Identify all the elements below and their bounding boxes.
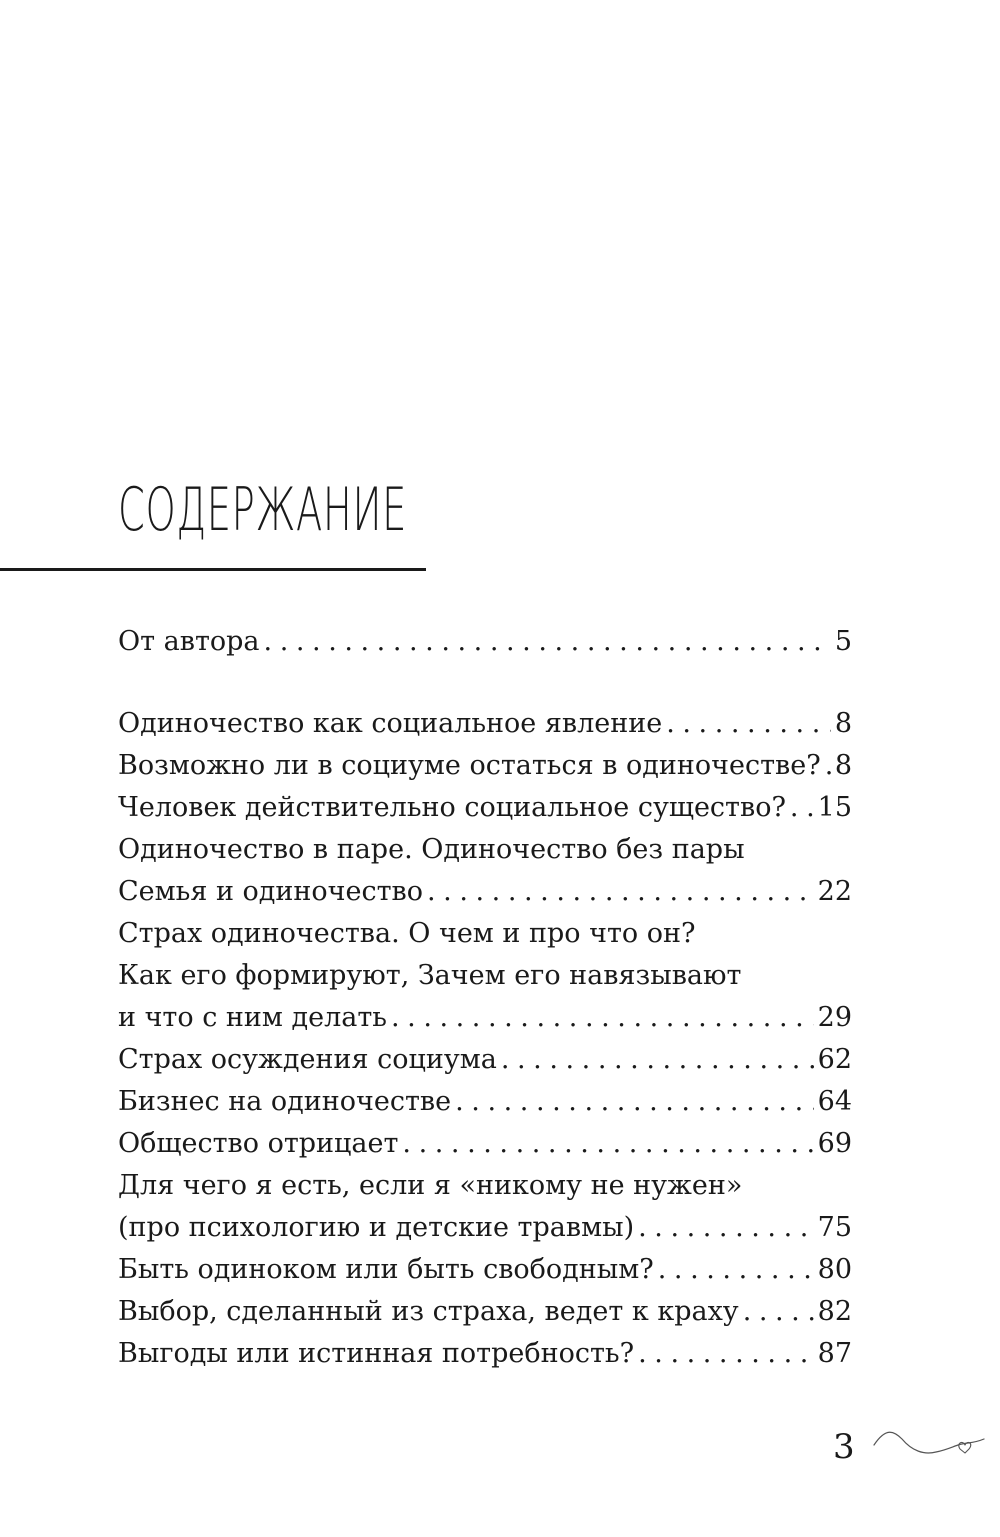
toc-entry[interactable] [118, 1081, 852, 1123]
toc-entry-title: Человек действительно социальное существо? [118, 792, 786, 823]
dot-leader [743, 1291, 814, 1333]
section-gap [118, 663, 852, 703]
dot-leader [666, 703, 831, 745]
toc-entry[interactable] [118, 871, 852, 913]
toc-entry[interactable] [118, 1123, 852, 1165]
heart-flourish-icon [872, 1425, 992, 1465]
dot-leader [638, 1207, 814, 1249]
toc-entry-title: От автора [118, 626, 260, 657]
dot-leader [427, 871, 814, 913]
toc-entry[interactable] [118, 997, 852, 1039]
toc-entry[interactable] [118, 1207, 852, 1249]
dot-leader [455, 1081, 814, 1123]
toc-entry[interactable] [118, 1333, 852, 1375]
page-title: СОДЕРЖАНИЕ [118, 475, 407, 545]
toc-entry-page: 29 [817, 1002, 852, 1033]
table-of-contents [118, 621, 852, 1375]
page-number: 3 [833, 1427, 855, 1467]
heading-underline [0, 568, 426, 571]
toc-entry-title: (про психологию и детские травмы) [118, 1212, 635, 1243]
toc-entry[interactable] [118, 1165, 852, 1207]
toc-entry-title: Бизнес на одиночестве [118, 1086, 452, 1117]
toc-entry[interactable] [118, 1249, 852, 1291]
dot-leader [391, 997, 814, 1039]
toc-entry[interactable] [118, 1039, 852, 1081]
toc-entry-page: 75 [817, 1212, 852, 1243]
toc-entry-page: 69 [817, 1128, 852, 1159]
toc-entry-title: Семья и одиночество [118, 876, 424, 907]
dot-leader [658, 1249, 814, 1291]
dot-leader [825, 745, 831, 787]
toc-entry-title: Для чего я есть, если я «никому не нужен» [118, 1170, 743, 1201]
toc-entry-page: 64 [817, 1086, 852, 1117]
toc-entry[interactable] [118, 829, 852, 871]
toc-entry[interactable] [118, 1291, 852, 1333]
toc-entry-page: 80 [817, 1254, 852, 1285]
toc-entry-title: Выбор, сделанный из страха, ведет к краху [118, 1296, 739, 1327]
toc-entry-title: Страх одиночества. О чем и про что он? [118, 918, 696, 949]
toc-entry[interactable] [118, 745, 852, 787]
toc-entry[interactable] [118, 913, 852, 955]
dot-leader [264, 621, 831, 663]
toc-entry-title: Одиночество в паре. Одиночество без пары [118, 834, 745, 865]
toc-entry-title: и что с ним делать [118, 1002, 387, 1033]
toc-entry[interactable] [118, 621, 852, 663]
toc-entry-title: Как его формируют, Зачем его навязывают [118, 960, 742, 991]
toc-entry-title: Выгоды или истинная потребность? [118, 1338, 635, 1369]
toc-entry-title: Страх осуждения социума [118, 1044, 497, 1075]
toc-entry-title: Общество отрицает [118, 1128, 399, 1159]
dot-leader [402, 1123, 813, 1165]
dot-leader [638, 1333, 814, 1375]
toc-entry-title: Возможно ли в социуме остаться в одиночестве? [118, 750, 821, 781]
toc-entry[interactable] [118, 955, 852, 997]
toc-entry-page: 22 [817, 876, 852, 907]
dot-leader [790, 787, 814, 829]
toc-entry-title: Одиночество как социальное явление [118, 708, 663, 739]
toc-entry-page: 8 [834, 750, 852, 781]
dot-leader [501, 1039, 814, 1081]
toc-entry-page: 5 [834, 626, 852, 657]
toc-entry-page: 62 [817, 1044, 852, 1075]
toc-entry-page: 82 [817, 1296, 852, 1327]
toc-entry[interactable] [118, 787, 852, 829]
toc-entry-title: Быть одиноком или быть свободным? [118, 1254, 654, 1285]
toc-entry[interactable] [118, 703, 852, 745]
toc-entry-page: 8 [834, 708, 852, 739]
toc-entry-page: 15 [817, 792, 852, 823]
toc-entry-page: 87 [817, 1338, 852, 1369]
